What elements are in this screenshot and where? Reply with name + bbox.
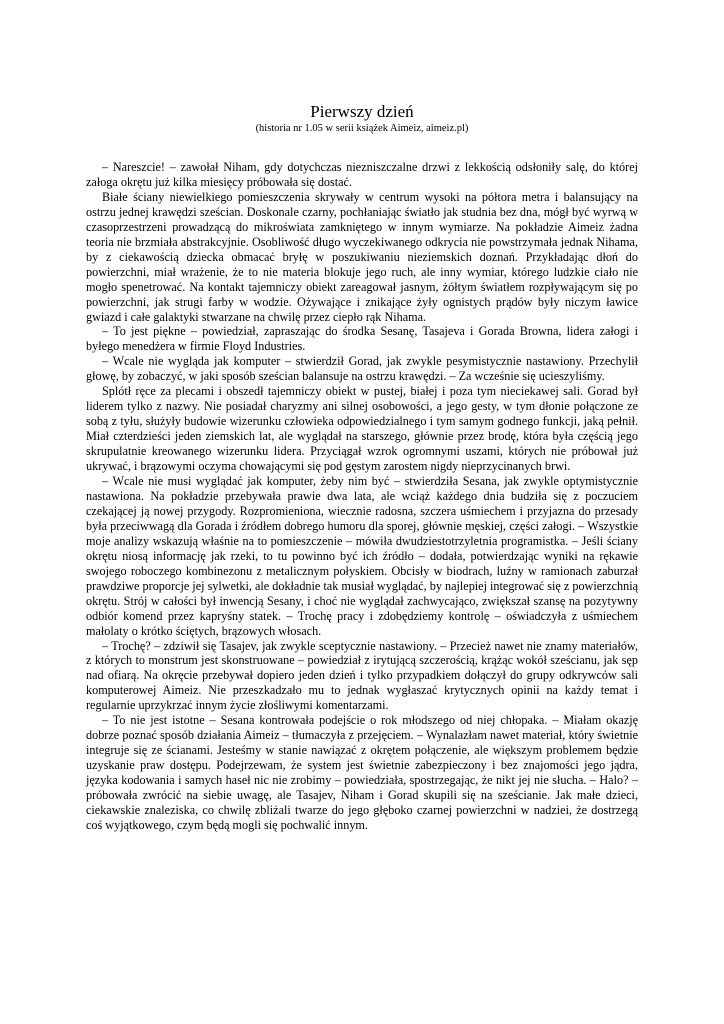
paragraph: – Trochę? – zdziwił się Tasajev, jak zwykle sceptycznie nastawiony. – Przecież nawet nie znamy materiałów, z których to monstrum jest skonstruowane – powiedział z irytującą szczerością, krążąc wokół sześcianu, jak sęp nad ofiarą. Na okręcie przebywał dopiero jeden dzień i tylko przypadkiem dołączył do grupy odkrywców sali komputerowej Aimeiz. Nie przeszkadzało mu to jednak wygłaszać krytycznych opinii na każdy temat i regularnie uprzykrzać innym życie złośliwymi komentarzami. bbox=[86, 638, 638, 713]
paragraph: Splótł ręce za plecami i obszedł tajemniczy obiekt w pustej, białej i poza tym nieciekawej sali. Gorad był liderem tylko z nazwy. Nie posiadał charyzmy ani silnej osobowości, a jego gesty, w tym dłonie połączone ze sobą z tyłu, służyły budowie wizerunku człowieka odpowiedzialnego i tym samym godnego funkcji, jaką pełnił. Miał czterdzieści jeden ziemskich lat, ale wyglądał na starszego, głównie przez brodę, która była częścią jego skrupulatnie kreowanego wizerunku lidera. Przyciągał wzrok ogromnymi uszami, których nie próbował już ukrywać, i brązowymi oczyma chowającymi się pod gęstym zarostem nigdy nieprzycinanych brwi. bbox=[86, 384, 638, 474]
document-body bbox=[86, 160, 638, 833]
paragraph: Białe ściany niewielkiego pomieszczenia skrywały w centrum wysoki na półtora metra i balansujący na ostrzu jednej krawędzi sześcian. Doskonale czarny, pochłaniając światło jak studnia bez dna, mógł być wyrwą w czasoprzestrzeni prowadzącą do mikroświata zamkniętego w innym wymiarze. Na pokładzie Aimeiz żadna teoria nie brzmiała abstrakcyjnie. Osobliwość długo wyczekiwanego odkrycia nie powstrzymała jednak Nihama, by z ciekawością dziecka obmacać bryłę w poszukiwaniu nieziemskich doznań. Przykładając dłoń do powierzchni, miał wrażenie, że to nie materia blokuje jego ruch, ale inny wymiar, którego ludzkie ciało nie mogło spenetrować. Na kontakt tajemniczy obiekt zareagował jasnym, żółtym światłem rozpływającym się po powierzchni, jak strugi farby w wodzie. Ożywające i znikające żyły ognistych prądów były niczym ławice gwiazd i całe galaktyki stwarzane na chwilę przez ciepło rąk Nihama. bbox=[86, 189, 638, 324]
paragraph: – Nareszcie! – zawołał Niham, gdy dotychczas niezniszczalne drzwi z lekkością odsłoniły salę, do której załoga okrętu już kilka miesięcy próbowała się dostać. bbox=[86, 160, 638, 189]
paragraph: – Wcale nie musi wyglądać jak komputer, żeby nim być – stwierdziła Sesana, jak zwykle optymistycznie nastawiona. Na pokładzie przebywała prawie dwa lata, ale wciąż każdego dnia budziła się z poczuciem czekającej ją nowej przygody. Rozpromieniona, wiecznie radosna, szczera uśmiechem i przyjazna do przesady była przeciwwagą dla Gorada i źródłem dobrego humoru dla sporej, głównie męskiej, części załogi. – Wszystkie moje analizy wskazują właśnie na to pomieszczenie – mówiła dwudziestotrzyletnia programistka. – Jeśli ściany okrętu niosą informację jak rzeki, to tu powinno być ich źródło – dodała, potwierdzając wyniki na rękawie swojego roboczego kombinezonu z metalicznym połyskiem. Obcisły w biodrach, luźny w ramionach zaburzał prawdziwe proporcje jej sylwetki, ale dokładnie tak musiał wyglądać, by najlepiej integrować się z powierzchnią okrętu. Strój w całości był inwencją Sesany, i choć nie wyglądał zachwycająco, zwiększał szansę na pozytywny odbiór komend przez kapryśny statek. – Trochę pracy i zdobędziemy kontrolę – oświadczyła z uśmiechem małolaty o krótko ściętych, brązowych włosach. bbox=[86, 474, 638, 638]
paragraph: – Wcale nie wygląda jak komputer – stwierdził Gorad, jak zwykle pesymistycznie nastawiony. Przechylił głowę, by zobaczyć, w jaki sposób sześcian balansuje na ostrzu krawędzi. – Za wcześnie się ucieszyliśmy. bbox=[86, 354, 638, 384]
document-title: Pierwszy dzień bbox=[310, 102, 414, 121]
paragraph: – To nie jest istotne – Sesana kontrowała podejście o rok młodszego od niej chłopaka. – Miałam okazję dobrze poznać sposób działania Aimeiz – tłumaczyła z przejęciem. – Wynalazłam nawet materiał, który świetnie integruje się ze ścianami. Jesteśmy w stanie nawiązać z okrętem połączenie, ale większym problemem będzie uzyskanie praw dostępu. Podejrzewam, że system jest świetnie zabezpieczony i bez znajomości jego jądra, języka kodowania i samych haseł nic nie zrobimy – powiedziała, spostrzegając, że nikt jej nie słucha. – Halo? – próbowała zwrócić na siebie uwagę, ale Tasajev, Niham i Gorad skupili się na sześcianie. Jak małe dzieci, ciekawskie znaleziska, co chwilę zbliżali twarze do jego głęboko czarnej powierzchni w nadziei, że dostrzegą coś wyjątkowego, czym będą mogli się pochwalić innym. bbox=[86, 713, 638, 832]
paragraph: – To jest piękne – powiedział, zapraszając do środka Sesanę, Tasajeva i Gorada Browna, lidera załogi i byłego menedżera w firmie Floyd Industries. bbox=[86, 324, 638, 354]
document-subtitle: (historia nr 1.05 w serii książek Aimeiz, aimeiz.pl) bbox=[255, 123, 469, 134]
